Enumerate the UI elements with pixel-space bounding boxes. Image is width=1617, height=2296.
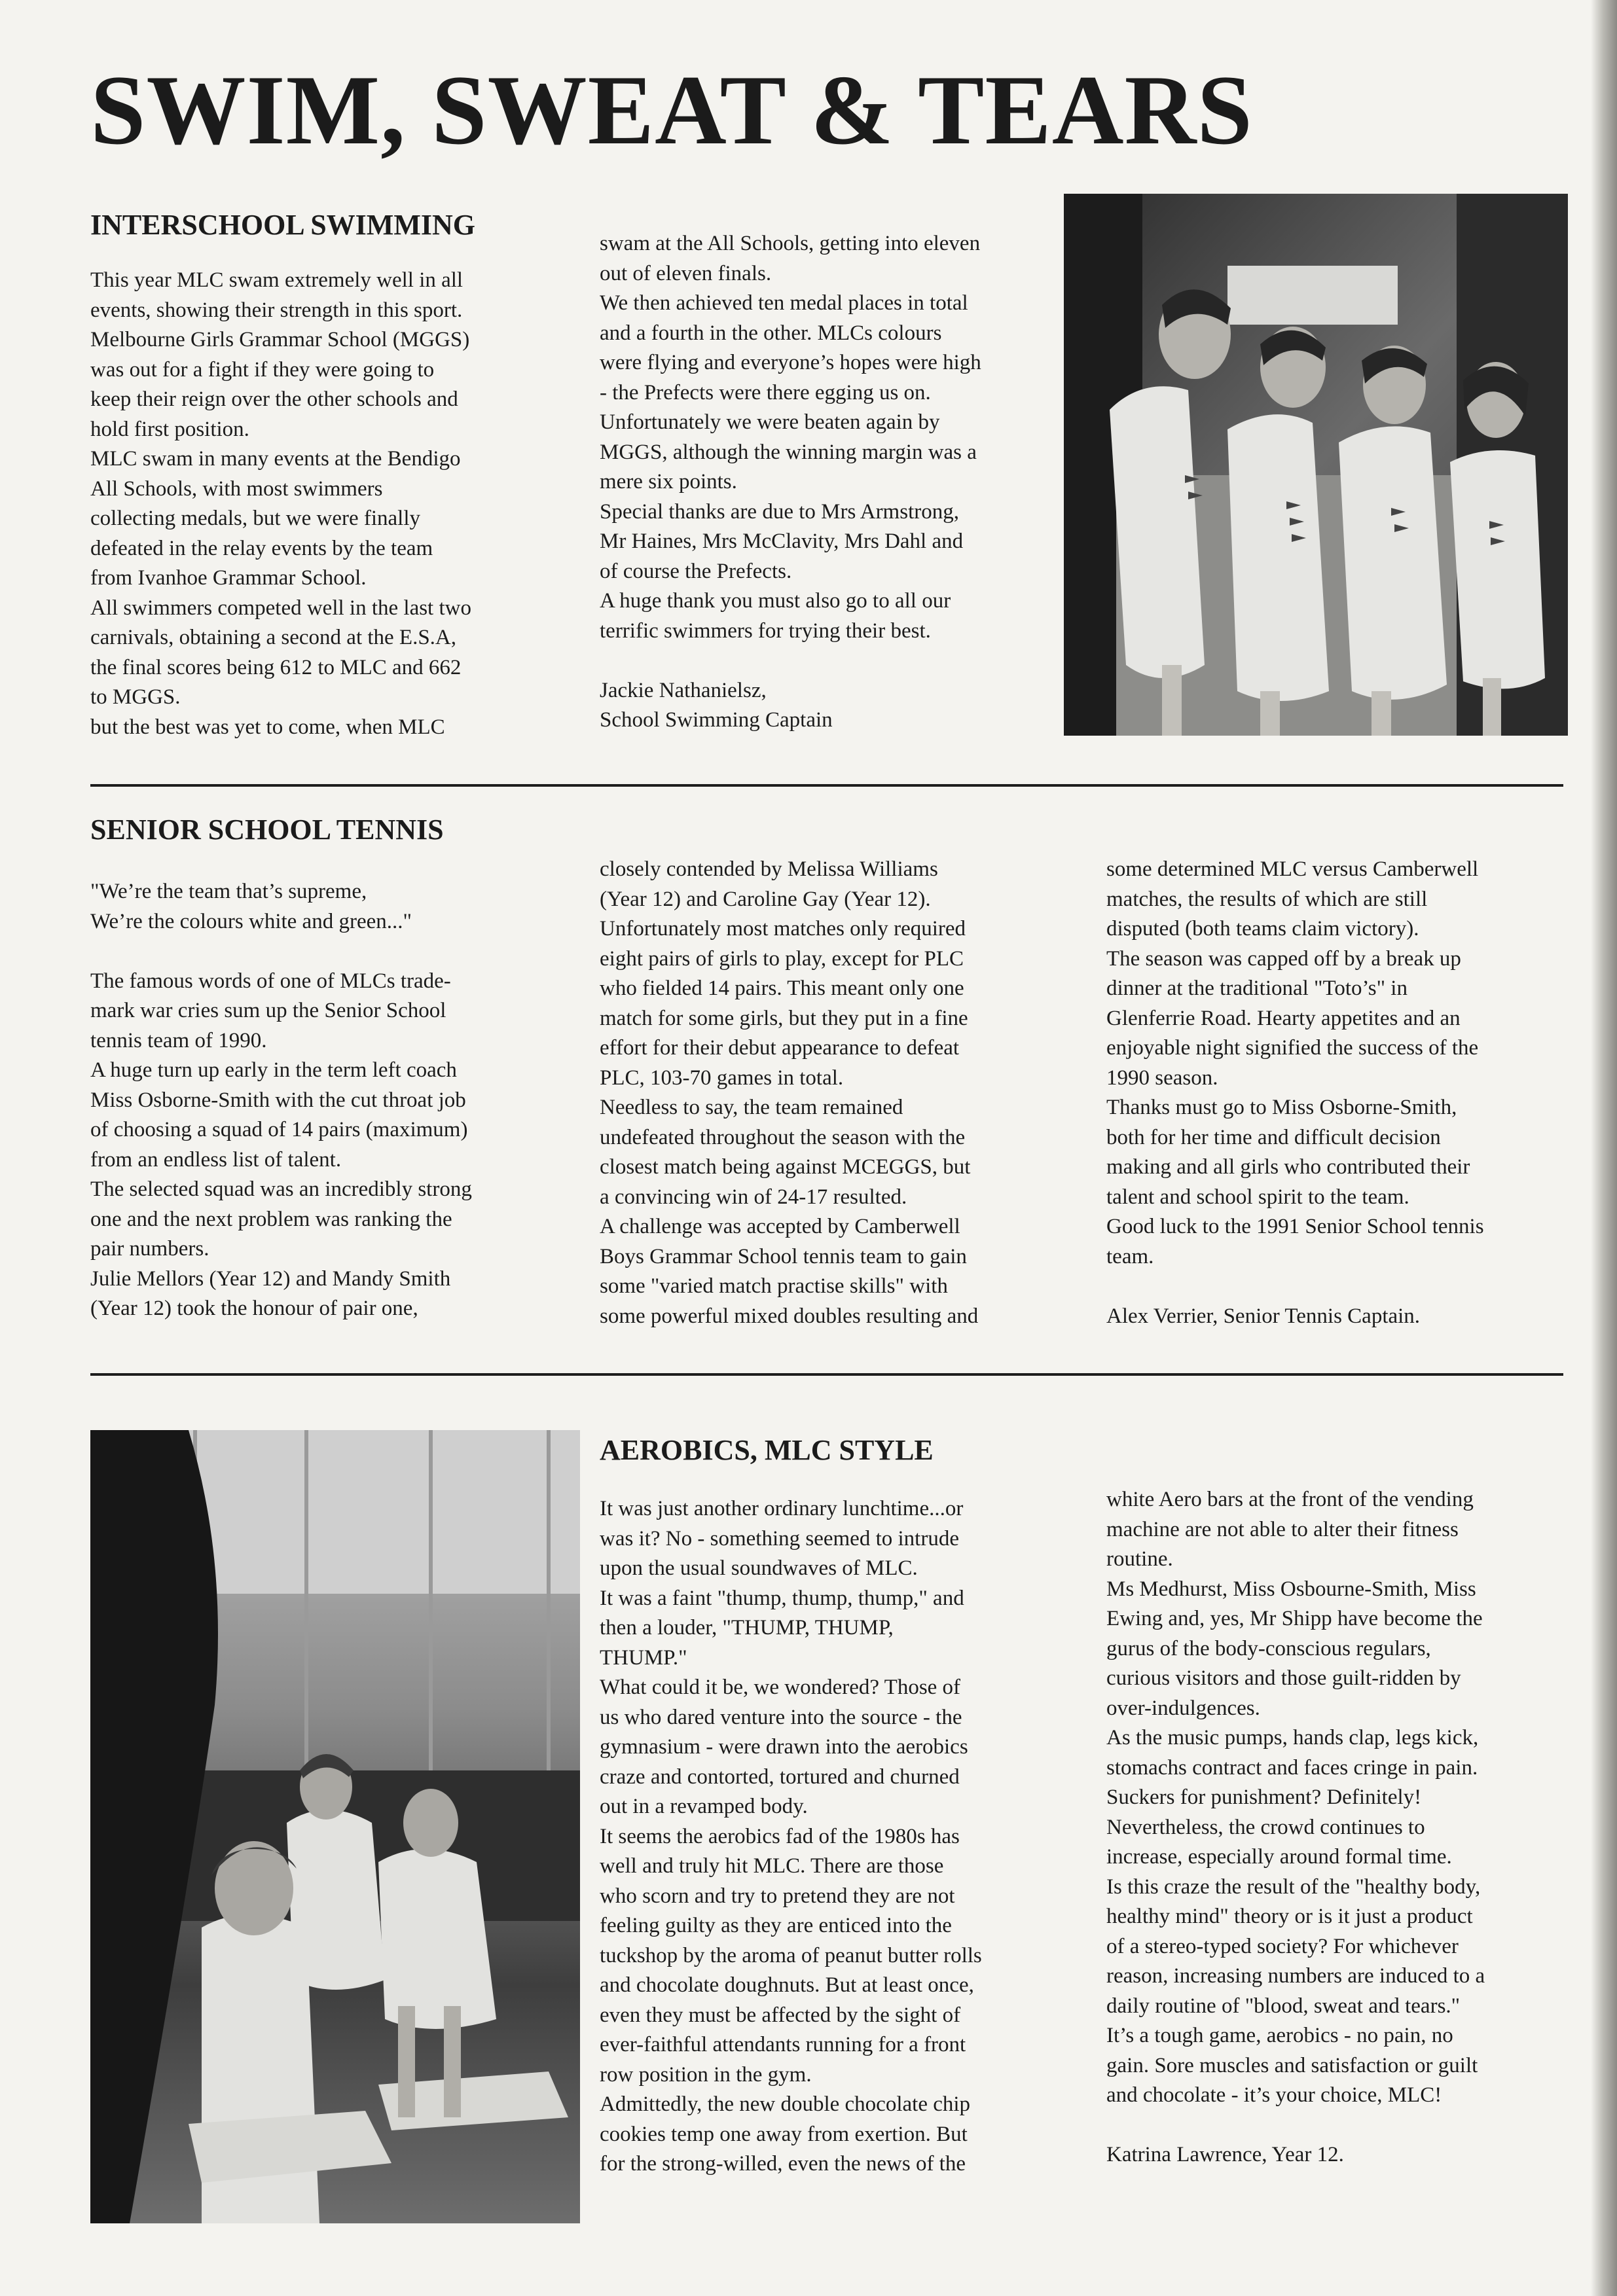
text-line: mere six points. <box>600 470 737 493</box>
text-line: It was just another ordinary lunchtime...or <box>600 1497 964 1520</box>
text-line: but the best was yet to come, when MLC <box>90 715 445 739</box>
text-line: some powerful mixed doubles resulting and <box>600 1304 979 1328</box>
aerobics-column-2 <box>1106 1485 1565 2170</box>
text-line: Glenferrie Road. Hearty appetites and an <box>1106 1006 1461 1030</box>
text-line: from an endless list of talent. <box>90 1147 342 1172</box>
text-line: some "varied match practise skills" with <box>600 1274 948 1298</box>
text-line: match for some girls, but they put in a fine <box>600 1006 968 1030</box>
text-line: MLC swam in many events at the Bendigo <box>90 447 461 471</box>
text-line: who fielded 14 pairs. This meant only one <box>600 977 964 1000</box>
aerobics-heading: AEROBICS, MLC STYLE <box>600 1434 934 1466</box>
text-line: daily routine of "blood, sweat and tears." <box>1106 1994 1461 2018</box>
text-line: team. <box>1106 1244 1154 1268</box>
blank-line <box>1106 1272 1565 1302</box>
text-line: What could it be, we wondered? Those of <box>600 1676 961 1699</box>
text-line: for the strong-willed, even the news of the <box>600 2152 966 2176</box>
text-line: Alex Verrier, Senior Tennis Captain. <box>1106 1304 1421 1328</box>
text-line: gymnasium - were drawn into the aerobics <box>600 1735 968 1759</box>
text-line: tennis team of 1990. <box>90 1028 267 1052</box>
text-line: Suckers for punishment? Definitely! <box>1106 1785 1422 1809</box>
text-line: (Year 12) took the honour of pair one, <box>90 1297 418 1320</box>
text-line: Nevertheless, the crowd continues to <box>1106 1815 1425 1839</box>
text-line: out of eleven finals. <box>600 261 772 285</box>
text-line: even they must be affected by the sight of <box>600 2003 961 2027</box>
text-line: Unfortunately most matches only required <box>600 917 966 941</box>
text-line: carnivals, obtaining a second at the E.S.A, <box>90 626 457 649</box>
text-line: undefeated throughout the season with the <box>600 1125 966 1149</box>
text-line: some determined MLC versus Camberwell <box>1106 857 1479 881</box>
text-line: of a stereo-typed society? For whichever <box>1106 1934 1459 1958</box>
aerobics-photo <box>90 1430 580 2223</box>
text-line: reason, increasing numbers are induced to a <box>1106 1964 1485 1988</box>
text-line: row position in the gym. <box>600 2062 812 2087</box>
text-line: to MGGS. <box>90 685 181 709</box>
text-line: white Aero bars at the front of the vending <box>1106 1488 1474 1511</box>
text-line: We’re the colours white and green..." <box>90 909 412 933</box>
page-title: SWIM, SWEAT & TEARS <box>90 55 1253 165</box>
text-line: stomachs contract and faces cringe in pain. <box>1106 1755 1478 1780</box>
text-line: Special thanks are due to Mrs Armstrong, <box>600 499 959 524</box>
text-line: over-indulgences. <box>1106 1696 1260 1720</box>
tennis-heading: SENIOR SCHOOL TENNIS <box>90 814 444 846</box>
text-line: Ewing and, yes, Mr Shipp have become the <box>1106 1607 1483 1630</box>
text-line: increase, especially around formal time. <box>1106 1845 1452 1869</box>
text-line: MGGS, although the winning margin was a <box>600 440 977 464</box>
text-line: the final scores being 612 to MLC and 662 <box>90 655 462 679</box>
blank-line <box>600 646 1058 676</box>
text-line: Miss Osborne-Smith with the cut throat job <box>90 1088 466 1112</box>
text-line: ever-faithful attendants running for a front <box>600 2033 966 2056</box>
text-line: Thanks must go to Miss Osborne-Smith, <box>1106 1096 1457 1119</box>
text-line: closely contended by Melissa Williams <box>600 857 938 881</box>
page-edge-shadow <box>1591 0 1617 2296</box>
text-line: and chocolate doughnuts. But at least once, <box>600 1973 974 1997</box>
section-divider-1 <box>90 784 1563 787</box>
text-line: Mr Haines, Mrs McClavity, Mrs Dahl and <box>600 529 964 553</box>
swimming-heading: INTERSCHOOL SWIMMING <box>90 209 475 241</box>
text-line: well and truly hit MLC. There are those <box>600 1854 944 1878</box>
text-line: keep their reign over the other schools and <box>90 387 458 411</box>
text-line: hold first position. <box>90 417 249 441</box>
text-line: Admittedly, the new double chocolate chip <box>600 2092 971 2116</box>
text-line: It’s a tough game, aerobics - no pain, no <box>1106 2024 1453 2047</box>
text-line: The famous words of one of MLCs trade- <box>90 969 451 993</box>
text-line: Julie Mellors (Year 12) and Mandy Smith <box>90 1266 451 1291</box>
text-line: A challenge was accepted by Camberwell <box>600 1215 960 1238</box>
blank-line <box>90 937 549 967</box>
text-line: a convincing win of 24-17 resulted. <box>600 1185 907 1209</box>
text-line: and chocolate - it’s your choice, MLC! <box>1106 2083 1442 2107</box>
text-line: swam at the All Schools, getting into eleven <box>600 232 981 255</box>
text-line: Ms Medhurst, Miss Osbourne-Smith, Miss <box>1106 1577 1476 1601</box>
text-line: upon the usual soundwaves of MLC. <box>600 1556 918 1580</box>
text-line: gurus of the body-conscious regulars, <box>1106 1636 1431 1660</box>
text-line: matches, the results of which are still <box>1106 887 1428 911</box>
text-line: Melbourne Girls Grammar School (MGGS) <box>90 328 470 351</box>
text-line: All Schools, with most swimmers <box>90 476 383 501</box>
text-line: was it? No - something seemed to intrude <box>600 1526 959 1551</box>
text-line: disputed (both teams claim victory). <box>1106 917 1419 941</box>
text-line: both for her time and difficult decision <box>1106 1125 1441 1149</box>
text-line: feeling guilty as they are enticed into the <box>600 1914 952 1937</box>
swimming-column-1 <box>90 266 549 742</box>
text-line: The selected squad was an incredibly strong <box>90 1177 472 1201</box>
text-line: out in a revamped body. <box>600 1795 808 1818</box>
text-line: one and the next problem was ranking the <box>90 1207 452 1231</box>
text-line: talent and school spirit to the team. <box>1106 1185 1409 1209</box>
text-line: - the Prefects were there egging us on. <box>600 380 931 404</box>
tennis-column-1 <box>90 877 549 1324</box>
text-line: All swimmers competed well in the last two <box>90 596 471 620</box>
text-line: A huge turn up early in the term left coach <box>90 1058 457 1082</box>
text-line: events, showing their strength in this sport. <box>90 298 463 322</box>
text-line: us who dared venture into the source - the <box>600 1705 962 1729</box>
text-line: then a louder, "THUMP, THUMP, <box>600 1616 894 1640</box>
text-line: As the music pumps, hands clap, legs kick, <box>1106 1726 1479 1749</box>
text-line: Unfortunately we were beaten again by <box>600 410 940 434</box>
text-line: mark war cries sum up the Senior School <box>90 999 446 1022</box>
text-line: routine. <box>1106 1547 1173 1571</box>
swimmers-photo <box>1064 194 1568 736</box>
text-line: Jackie Nathanielsz, <box>600 678 767 702</box>
tennis-column-2 <box>600 855 1058 1331</box>
text-line: gain. Sore muscles and satisfaction or guilt <box>1106 2053 1478 2077</box>
text-line: effort for their debut appearance to defeat <box>600 1036 960 1060</box>
text-line: enjoyable night signified the success of the <box>1106 1036 1479 1060</box>
text-line: It was a faint "thump, thump, thump," and <box>600 1586 964 1610</box>
text-line: Katrina Lawrence, Year 12. <box>1106 2143 1344 2166</box>
text-line: was out for a fight if they were going to <box>90 357 435 382</box>
text-line: were flying and everyone’s hopes were high <box>600 351 981 374</box>
text-line: terrific swimmers for trying their best. <box>600 619 931 643</box>
text-line: It seems the aerobics fad of the 1980s has <box>600 1824 960 1848</box>
text-line: The season was capped off by a break up <box>1106 946 1461 971</box>
text-line: of choosing a squad of 14 pairs (maximum) <box>90 1118 468 1141</box>
text-line: tuckshop by the aroma of peanut butter rolls <box>600 1943 982 1967</box>
text-line: cookies temp one away from exertion. But <box>600 2122 968 2146</box>
text-line: THUMP." <box>600 1645 687 1670</box>
text-line: machine are not able to alter their fitness <box>1106 1517 1459 1541</box>
text-line: Boys Grammar School tennis team to gain <box>600 1244 967 1268</box>
text-line: collecting medals, but we were finally <box>90 507 420 530</box>
text-line: defeated in the relay events by the team <box>90 536 433 560</box>
text-line: 1990 season. <box>1106 1066 1218 1090</box>
text-line: "We’re the team that’s supreme, <box>90 880 367 903</box>
text-line: A huge thank you must also go to all our <box>600 589 951 613</box>
text-line: eight pairs of girls to play, except for PLC <box>600 946 964 971</box>
text-line: craze and contorted, tortured and churned <box>600 1765 960 1789</box>
text-line: dinner at the traditional "Toto’s" in <box>1106 977 1408 1000</box>
text-line: closest match being against MCEGGS, but <box>600 1155 971 1179</box>
text-line: curious visitors and those guilt-ridden by <box>1106 1666 1461 1690</box>
text-line: who scorn and try to pretend they are not <box>600 1884 955 1908</box>
blank-line <box>1106 2111 1565 2141</box>
text-line: This year MLC swam extremely well in all <box>90 268 463 292</box>
text-line: pair numbers. <box>90 1237 209 1261</box>
swimming-column-2 <box>600 229 1058 736</box>
text-line: (Year 12) and Caroline Gay (Year 12). <box>600 887 931 911</box>
tennis-column-3 <box>1106 855 1565 1331</box>
text-line: of course the Prefects. <box>600 559 792 583</box>
text-line: We then achieved ten medal places in total <box>600 291 968 315</box>
text-line: Is this craze the result of the "healthy body, <box>1106 1874 1481 1899</box>
text-line: School Swimming Captain <box>600 708 833 732</box>
text-line: Needless to say, the team remained <box>600 1096 903 1119</box>
text-line: from Ivanhoe Grammar School. <box>90 566 367 590</box>
text-line: and a fourth in the other. MLCs colours <box>600 321 942 345</box>
section-divider-2 <box>90 1373 1563 1376</box>
text-line: healthy mind" theory or is it just a product <box>1106 1905 1473 1928</box>
text-line: Good luck to the 1991 Senior School tennis <box>1106 1215 1484 1238</box>
text-line: PLC, 103-70 games in total. <box>600 1066 844 1090</box>
aerobics-column-1 <box>600 1494 1058 2179</box>
text-line: making and all girls who contributed their <box>1106 1155 1470 1179</box>
